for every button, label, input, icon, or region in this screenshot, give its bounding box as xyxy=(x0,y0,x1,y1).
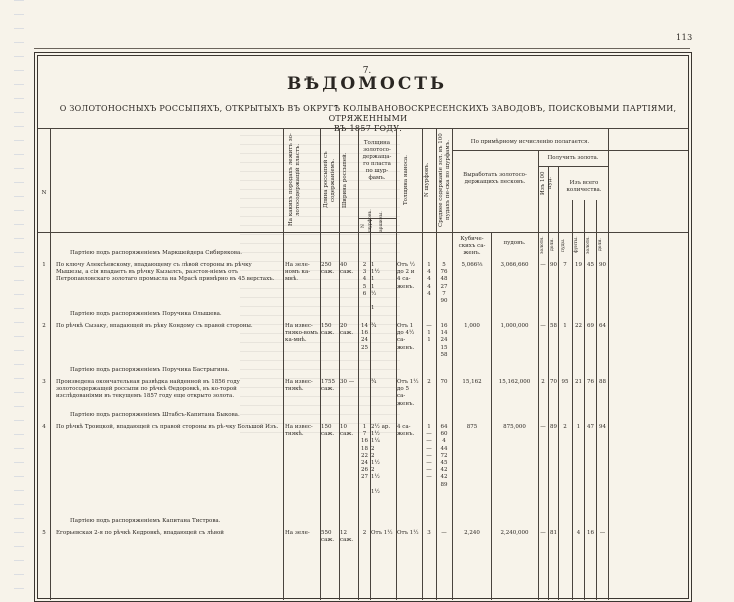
cell-width: 40 саж. xyxy=(340,262,354,276)
cell-cont: 5 76 48 27 7 90 xyxy=(440,262,448,305)
cell-lot: 89 xyxy=(550,424,557,430)
cell-poods: 3,066,660 xyxy=(500,262,529,268)
header-content: Среднее содержаніе зол. въ 100 пудахъ пе-ска по шурфамъ. xyxy=(438,133,451,227)
cell-length: 150 саж. xyxy=(321,424,335,438)
col-funt-rule xyxy=(584,200,585,600)
cell-lot: 90 xyxy=(550,262,557,268)
cell-s2: 1 — — — — — — — xyxy=(426,424,432,481)
party-heading: Партіею подъ распоряженіемъ Штабсъ-Капитана Быкова. xyxy=(70,412,240,418)
header-arshin: аршины. xyxy=(379,211,384,232)
col-content-rule xyxy=(452,128,453,600)
header-poods: пудовъ. xyxy=(503,240,526,246)
cell-cubic: 5,066⅔ xyxy=(461,262,483,268)
cell-funt: 4 xyxy=(576,530,581,536)
cell-cont: 70 xyxy=(440,379,448,385)
thickness-rule xyxy=(358,218,396,219)
cell-length: 550 саж. xyxy=(321,530,335,544)
page-number: 113 xyxy=(676,33,693,42)
header-width: Ширина россыпей. xyxy=(342,152,348,208)
cell-cover: 4 са- женъ. xyxy=(397,424,415,438)
cell-n: 2 xyxy=(42,323,46,329)
cell-pud: 7 xyxy=(563,262,567,268)
header-from100: Изъ 100 пуд. xyxy=(540,171,553,195)
cell-s2: — 1 1 xyxy=(426,323,432,344)
cell-zolotn: 16 xyxy=(587,530,594,536)
cell-rocks: На извес-тнякѣ. xyxy=(285,379,313,393)
cell-cubic: 1,000 xyxy=(464,323,480,329)
header-cubic: Кубиче-скихъ са-женъ. xyxy=(458,236,486,256)
header-top-rule xyxy=(38,128,688,129)
cell-zolotn: 76 xyxy=(587,379,594,385)
subtitle-line-1: О ЗОЛОТОНОСНЫХЪ РОССЫПЯХЪ, ОТКРЫТЫХЪ ВЪ ОКРУГѢ КОЛЫВАНОВОСКРЕСЕНСКИХЪ ЗАВОДОВЪ, ПОИСКОВЫМИ ПАРТІЯМИ, ОТРЯЖЕННЫМИ xyxy=(59,104,677,123)
cell-n: 1 xyxy=(42,262,46,268)
cell-shurfs: 14 16 24 25 xyxy=(361,323,368,351)
cell-poods: 15,162,000 xyxy=(498,379,531,385)
cell-zolotn: 45 xyxy=(587,262,594,268)
header-total: Изъ всего количества. xyxy=(566,180,602,193)
cell-width: 20 саж. xyxy=(340,323,354,337)
cell-n: 3 xyxy=(42,379,46,385)
header-doli: доли. xyxy=(598,238,603,252)
subhead-rule xyxy=(452,232,688,233)
col-zolotn-rule xyxy=(596,200,597,600)
cell-poods: 875,000 xyxy=(503,424,526,430)
cell-zol: — xyxy=(540,530,546,536)
cell-zol: — xyxy=(540,262,546,268)
cell-zol: — xyxy=(540,424,546,430)
cell-arsh: Отъ 1½ xyxy=(371,530,393,536)
header-estimate: По примѣрному исчисленію полагается. xyxy=(470,139,590,145)
cell-rocks: На зеле- xyxy=(285,530,310,536)
cell-doli: 88 xyxy=(599,379,606,385)
cell-funt: 21 xyxy=(575,379,582,385)
subtitle-line-2: ВЪ 1857 ГОДУ. xyxy=(333,124,403,133)
header-rocks: На какихъ породахъ лежитъ зо-лотосодержащій пластъ. xyxy=(288,133,301,227)
header-funt: фунты. xyxy=(574,236,579,254)
cell-length: 250 саж. xyxy=(321,262,335,276)
document-subtitle xyxy=(56,104,680,134)
cell-pud: 1 xyxy=(563,323,567,329)
cell-length: 150 саж. xyxy=(321,323,335,337)
cell-shurfs: 2 3 4 5 6 xyxy=(362,262,367,297)
header-zol: золотн. xyxy=(540,236,545,254)
row-description: Произведена окончательная развѣдка найденной въ 1856 году золотосодержащей россыпи по рѣчкѣ Ѳедоровкѣ, въ ко-торой изслѣдованіями въ текущемъ 1857 году еще открыто золота. xyxy=(56,379,240,400)
cell-rocks: На извес-тняко-вомъ ка-мнѣ. xyxy=(285,323,318,344)
cell-cover: Отъ 1½ до 5 са- женъ. xyxy=(397,379,419,407)
cell-s2: 1 4 4 4 4 xyxy=(427,262,431,297)
cell-zolotn: 47 xyxy=(587,424,594,430)
header-lot: доли. xyxy=(550,238,555,252)
estimate-rule xyxy=(452,150,688,151)
cell-doli: 94 xyxy=(599,424,606,430)
cell-lot: 81 xyxy=(550,530,557,536)
cell-length: 1755 саж. xyxy=(321,379,335,393)
header-pud: пуды. xyxy=(561,238,566,252)
cell-pud: 95 xyxy=(561,379,569,385)
cell-rocks: На зеле-номъ ка-мнѣ. xyxy=(285,262,311,283)
cell-doli: 64 xyxy=(599,323,606,329)
cell-arsh: 2½ ар. 1½ 1¼ 2 2 1½ 2 1½ 1½ xyxy=(371,424,391,495)
cell-shurfs: 1 7 16 18 22 24 26 27 xyxy=(361,424,368,481)
cell-cover: Отъ 1½ xyxy=(397,530,419,536)
cell-funt: 1 xyxy=(576,424,581,430)
document-title: ВѢДОМОСТЬ xyxy=(286,74,448,94)
header-number: 7. xyxy=(362,66,372,76)
cell-cover: Отъ 1 до 4½ са- женъ. xyxy=(397,323,415,351)
cell-n: 4 xyxy=(42,424,46,430)
header-length: Длина россыпей съ содержаніемъ. xyxy=(323,151,336,209)
cell-cont: 64 60 4 44 72 45 42 42 89 xyxy=(440,424,448,488)
col-doli-rule xyxy=(608,128,609,600)
cell-n: 5 xyxy=(42,530,46,536)
party-heading: Партіею подъ распоряженіемъ Поручика Олышева. xyxy=(70,311,222,317)
cell-zol: 2 xyxy=(541,379,545,385)
header-get-gold: Получить золота. xyxy=(547,155,599,161)
cell-doli: — xyxy=(599,530,606,536)
header-n: N xyxy=(41,190,47,196)
cell-rocks: На извес-тнякѣ. xyxy=(285,424,313,438)
header-zolotn: золотн. xyxy=(586,236,591,254)
col-pud-rule xyxy=(572,200,573,600)
cell-arsh: ¾ xyxy=(371,379,377,385)
row-description: По рѣчкѣ Троицкой, впадающей съ правой стороны въ рѣ-чку Большой Изъ. xyxy=(56,424,279,430)
cell-cont: — xyxy=(441,530,447,536)
cell-doli: 90 xyxy=(599,262,606,268)
cell-cubic: 2,240 xyxy=(464,530,480,536)
cell-lot: 58 xyxy=(550,323,557,329)
cell-pud: 2 xyxy=(563,424,567,430)
cell-zolotn: 69 xyxy=(587,323,594,329)
row-description: Егорьевская 2-я по рѣчкѣ Кедровкѣ, впадающей съ лѣвой xyxy=(56,530,224,536)
cell-s2: 3 xyxy=(427,530,431,536)
header-work-out: Выработать золотосо-держащихъ песковъ. xyxy=(463,172,527,185)
party-heading: Партіею подъ распоряженіемъ Маркшейдера Сибирякова. xyxy=(70,250,242,256)
cell-width: 12 саж. xyxy=(340,530,354,544)
cell-funt: 19 xyxy=(575,262,582,268)
top-rule xyxy=(34,48,690,49)
header-cover: Толщина наноса. xyxy=(403,155,409,205)
cell-arsh: ¾ xyxy=(371,323,377,329)
cell-cont: 16 14 24 15 58 xyxy=(440,323,448,358)
row-description: По рѣчкѣ Сызаку, впадающей въ рѣку Кондому съ правой стороны. xyxy=(56,323,253,329)
party-heading: Партіею подъ распоряженіемъ Капитана Тистрова. xyxy=(70,518,221,524)
cell-width: 30 — xyxy=(340,379,355,385)
cell-width: 10 саж. xyxy=(340,424,354,438)
cell-zol: — xyxy=(540,323,546,329)
cell-funt: 22 xyxy=(575,323,582,329)
cell-shurfs: 2 xyxy=(362,530,367,536)
cell-cover: Отъ ½ до 2 и 4 са- женъ. xyxy=(397,262,416,290)
cell-cubic: 875 xyxy=(466,424,478,430)
party-heading: Партіею подъ распоряженіемъ Поручика Бастрыгина. xyxy=(70,367,230,373)
header-thickness-gold: Толщина золотосо-держаща-го пласта по шур-фамъ. xyxy=(362,140,392,181)
col-cubic-rule xyxy=(491,232,492,600)
cell-lot: 70 xyxy=(550,379,557,385)
col-n-rule xyxy=(50,128,51,600)
cell-cubic: 15,162 xyxy=(462,379,482,385)
row-description: По ключу Алексѣевскому, впадающему съ лѣвой стороны въ рѣчку Мышезы, а сія впадаетъ въ рѣчку Кызылсъ, разстоя-ніемъ отъ Петропавловскаго золотаго промысла на Мрасѣ примѣрно въ 45 верстахъ. xyxy=(56,262,275,283)
cell-arsh: 1 1½ 1 1 ½ 1 xyxy=(371,262,380,312)
cell-poods: 2,240,000 xyxy=(500,530,529,536)
cell-s2: 2 xyxy=(427,379,431,385)
cell-poods: 1,000,000 xyxy=(500,323,529,329)
header-shurf-n2: N шурфовъ. xyxy=(424,162,430,198)
header-shurf-n: N шурфовъ. xyxy=(361,209,373,232)
col-rocks-rule xyxy=(283,128,284,600)
